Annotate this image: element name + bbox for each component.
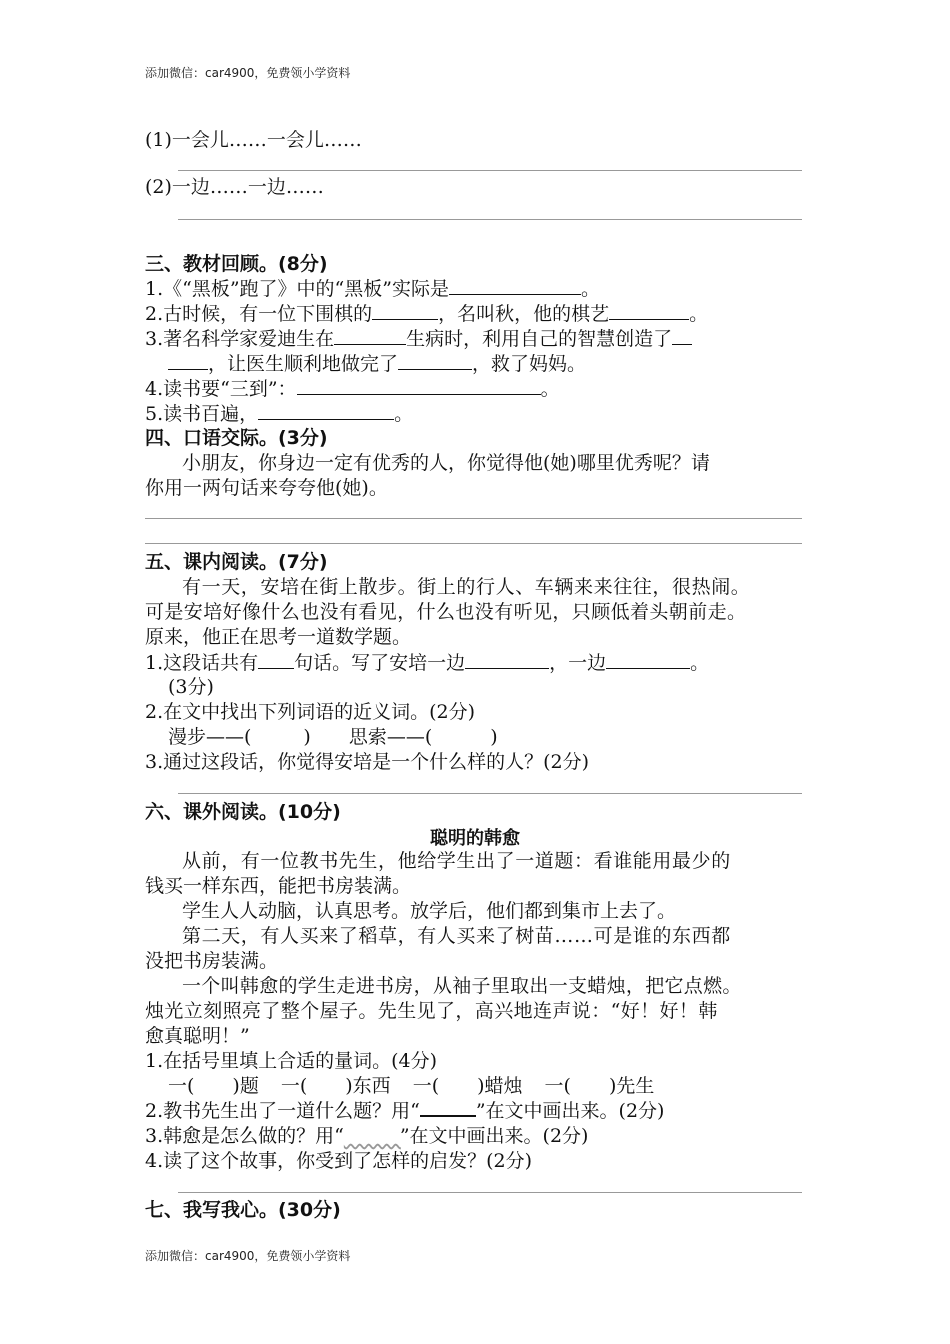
s6-question-3 — [145, 1124, 588, 1148]
measure-word-noun: )题 — [232, 1075, 259, 1097]
sentence-item-2: (2)一边……一边…… — [145, 176, 324, 198]
story-line-6: 一个叫韩愈的学生走进书房，从袖子里取出一支蜡烛，把它点燃。 — [182, 975, 742, 997]
measure-word-noun: )蜡烛 — [477, 1075, 523, 1097]
story-line-8: 愈真聪明！” — [145, 1025, 250, 1047]
s5-q2-word-2: 思索——( — [348, 726, 433, 748]
s4-prompt-line-1: 小朋友，你身边一定有优秀的人，你觉得他(她)哪里优秀呢？请 — [182, 452, 710, 474]
paren-close: ) — [490, 726, 498, 748]
answer-line[interactable] — [178, 1192, 802, 1193]
section-3-heading: 三、教材回顾。(8分) — [145, 253, 328, 275]
answer-line[interactable] — [178, 170, 802, 171]
blank[interactable] — [297, 376, 541, 395]
s3-question-4 — [145, 376, 560, 401]
answer-line[interactable] — [145, 518, 802, 519]
s3-q3-text-c: ，让医生顺利地做完了 — [208, 353, 399, 375]
s3-q5-text: 5.读书百遍， — [145, 403, 259, 425]
story-line-5: 没把书房装满。 — [145, 950, 279, 972]
s3-question-1 — [145, 276, 600, 301]
s3-q3-text: 3.著名科学家爱迪生在 — [145, 328, 335, 350]
blank[interactable] — [258, 401, 394, 420]
measure-word-noun: )先生 — [608, 1075, 655, 1097]
story-line-2: 钱买一样东西，能把书房装满。 — [145, 875, 412, 897]
s3-question-5 — [145, 401, 413, 426]
blank[interactable] — [258, 650, 294, 669]
punct: 。 — [580, 278, 600, 300]
s3-q3-text-d: ，救了妈妈。 — [472, 353, 587, 375]
blank[interactable] — [449, 276, 581, 295]
header-watermark: 添加微信：car4900，免费领小学资料 — [145, 66, 351, 80]
blank[interactable] — [372, 301, 438, 320]
measure-word-prefix: 一( — [168, 1075, 195, 1097]
blank[interactable] — [672, 326, 692, 345]
answer-line[interactable] — [178, 793, 802, 794]
blank[interactable] — [606, 650, 690, 669]
s5-passage-line-1: 有一天，安培在街上散步。街上的行人、车辆来来往往，很热闹。 — [182, 576, 751, 598]
s6-question-2 — [145, 1099, 664, 1123]
section-4-heading: 四、口语交际。(3分) — [145, 427, 328, 449]
s5-q1-score: (3分) — [168, 676, 214, 698]
answer-line[interactable] — [145, 543, 802, 544]
story-line-7: 烛光立刻照亮了整个屋子。先生见了，高兴地连声说：“好！好！韩 — [145, 1000, 718, 1022]
footer-watermark: 添加微信：car4900，免费领小学资料 — [145, 1249, 351, 1263]
story-line-3: 学生人人动脑，认真思考。放学后，他们都到集市上去了。 — [182, 900, 677, 922]
s5-question-1 — [145, 650, 709, 675]
s6-question-4: 4.读了这个故事，你受到了怎样的启发？(2分) — [145, 1150, 533, 1172]
s5-q1-text-c: ，一边 — [549, 652, 607, 674]
s6-q1-items — [168, 1074, 654, 1098]
wavy-underline-sample — [344, 1124, 400, 1148]
blank[interactable] — [334, 326, 406, 345]
blank[interactable] — [465, 650, 549, 669]
s3-question-3 — [145, 326, 692, 351]
punct: 。 — [540, 378, 560, 400]
s3-q2-text-b: ，名叫秋，他的棋艺 — [438, 303, 610, 325]
story-line-1: 从前，有一位教书先生，他给学生出了一道题：看谁能用最少的 — [182, 850, 731, 872]
s5-q2-items — [168, 725, 498, 749]
section-5-heading: 五、课内阅读。(7分) — [145, 551, 328, 573]
measure-word-prefix: 一( — [544, 1075, 571, 1097]
s5-q1-text-b: 句话。写了安培一边 — [294, 652, 466, 674]
s4-prompt-line-2: 你用一两句话来夸夸他(她)。 — [145, 477, 388, 499]
measure-word-noun: )东西 — [345, 1075, 391, 1097]
section-7-heading: 七、我写我心。(30分) — [145, 1199, 341, 1221]
s5-q2-word-1: 漫步——( — [168, 726, 252, 748]
s3-q1-text: 1.《“黑板”跑了》中的“黑板”实际是 — [145, 278, 449, 300]
punct: 。 — [394, 403, 414, 425]
measure-word-prefix: 一( — [280, 1075, 308, 1097]
s3-q2-text: 2.古时候，有一位下围棋的 — [145, 303, 373, 325]
s5-passage-line-3: 原来，他正在思考一道数学题。 — [145, 626, 412, 648]
s3-question-3-cont — [168, 351, 586, 376]
straight-underline-sample — [420, 1099, 476, 1117]
s5-passage-line-2: 可是安培好像什么也没有看见，什么也没有听见，只顾低着头朝前走。 — [145, 601, 747, 623]
s6-question-1: 1.在括号里填上合适的量词。(4分) — [145, 1050, 438, 1072]
s6-q3-text-b: ”在文中画出来。(2分) — [399, 1125, 589, 1147]
measure-word-prefix: 一( — [412, 1075, 440, 1097]
sentence-item-1: (1)一会儿……一会儿…… — [145, 129, 362, 151]
s6-q2-text: 2.教书先生出了一道什么题？用“ — [145, 1100, 420, 1122]
s5-question-2: 2.在文中找出下列词语的近义词。(2分) — [145, 701, 476, 723]
section-6-heading: 六、课外阅读。(10分) — [145, 801, 341, 823]
s6-q3-text: 3.韩愈是怎么做的？用“ — [145, 1125, 344, 1147]
s3-q4-text: 4.读书要“三到”： — [145, 378, 297, 400]
story-title: 聪明的韩愈 — [430, 828, 520, 849]
blank[interactable] — [168, 351, 208, 370]
story-line-4: 第二天，有人买来了稻草，有人买来了树苗……可是谁的东西都 — [182, 925, 731, 947]
answer-line[interactable] — [178, 219, 802, 220]
blank[interactable] — [609, 301, 689, 320]
s3-q3-text-b: 生病时，利用自己的智慧创造了 — [406, 328, 673, 350]
blank[interactable] — [398, 351, 472, 370]
s6-q2-text-b: ”在文中画出来。(2分) — [475, 1100, 665, 1122]
punct: 。 — [689, 303, 709, 325]
s5-q1-text: 1.这段话共有 — [145, 652, 259, 674]
s3-question-2 — [145, 301, 708, 326]
s5-question-3: 3.通过这段话，你觉得安培是一个什么样的人？(2分) — [145, 751, 590, 773]
punct: 。 — [690, 652, 710, 674]
paren-close: ) — [303, 726, 311, 748]
